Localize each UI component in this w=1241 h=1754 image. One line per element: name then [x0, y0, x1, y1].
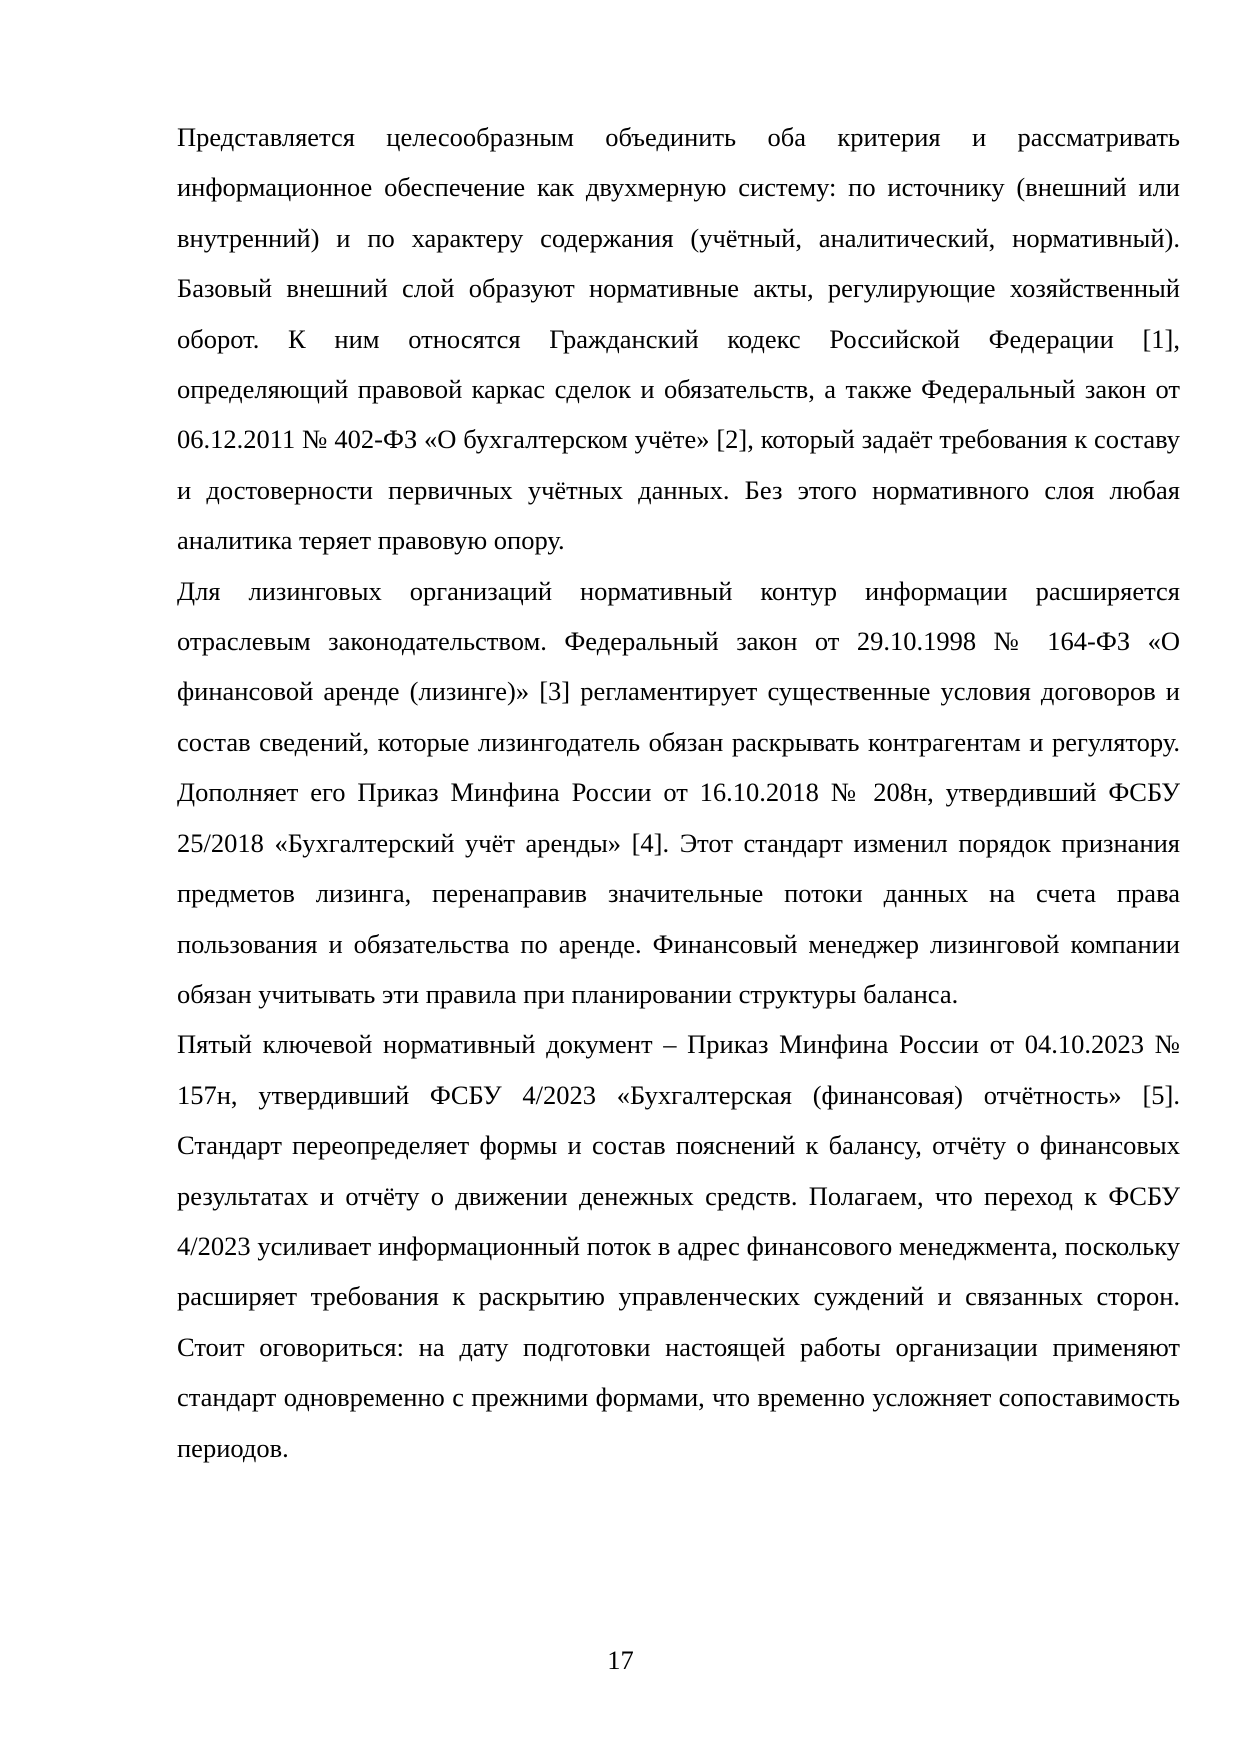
paragraph-2: Для лизинговых организаций нормативный контур информации расширяется отраслевым законодательством. Федеральный закон от 29.10.1998 № 164-ФЗ «О финансовой аренде (лизинге)» [3] регламентирует существенные условия договоров и состав сведений, которые лизингодатель обязан раскрывать контрагентам и регулятору. Дополняет его Приказ Минфина России от 16.10.2018 № 208н, утвердивший ФСБУ 25/2018 «Бухгалтерский учёт аренды» [4]. Этот стандарт изменил порядок признания предметов лизинга, перенаправив значительные потоки данных на счета права пользования и обязательства по аренде. Финансовый менеджер лизинговой компании обязан учитывать эти правила при планировании структуры баланса.: [177, 575, 1180, 1009]
body-text: [177, 112, 1180, 1473]
paragraph-3: Пятый ключевой нормативный документ – Приказ Минфина России от 04.10.2023 № 157н, утвердивший ФСБУ 4/2023 «Бухгалтерская (финансовая) отчётность» [5]. Стандарт переопределяет формы и состав пояснений к балансу, отчёту о финансовых результатах и отчёту о движении денежных средств. Полагаем, что переход к ФСБУ 4/2023 усиливает информационный поток в адрес финансового менеджмента, поскольку расширяет требования к раскрытию управленческих суждений и связанных сторон. Стоит оговориться: на дату подготовки настоящей работы организации применяют стандарт одновременно с прежними формами, что временно усложняет сопоставимость периодов.: [177, 1029, 1180, 1463]
page-number: 17: [607, 1645, 634, 1675]
paragraph-1: Представляется целесообразным объединить оба критерия и рассматривать информационное обеспечение как двухмерную систему: по источнику (внешний или внутренний) и по характеру содержания (учётный, аналитический, нормативный). Базовый внешний слой образуют нормативные акты, регулирующие хозяйственный оборот. К ним относятся Гражданский кодекс Российской Федерации [1], определяющий правовой каркас сделок и обязательств, а также Федеральный закон от 06.12.2011 № 402-ФЗ «О бухгалтерском учёте» [2], который задаёт требования к составу и достоверности первичных учётных данных. Без этого нормативного слоя любая аналитика теряет правовую опору.: [177, 122, 1180, 556]
